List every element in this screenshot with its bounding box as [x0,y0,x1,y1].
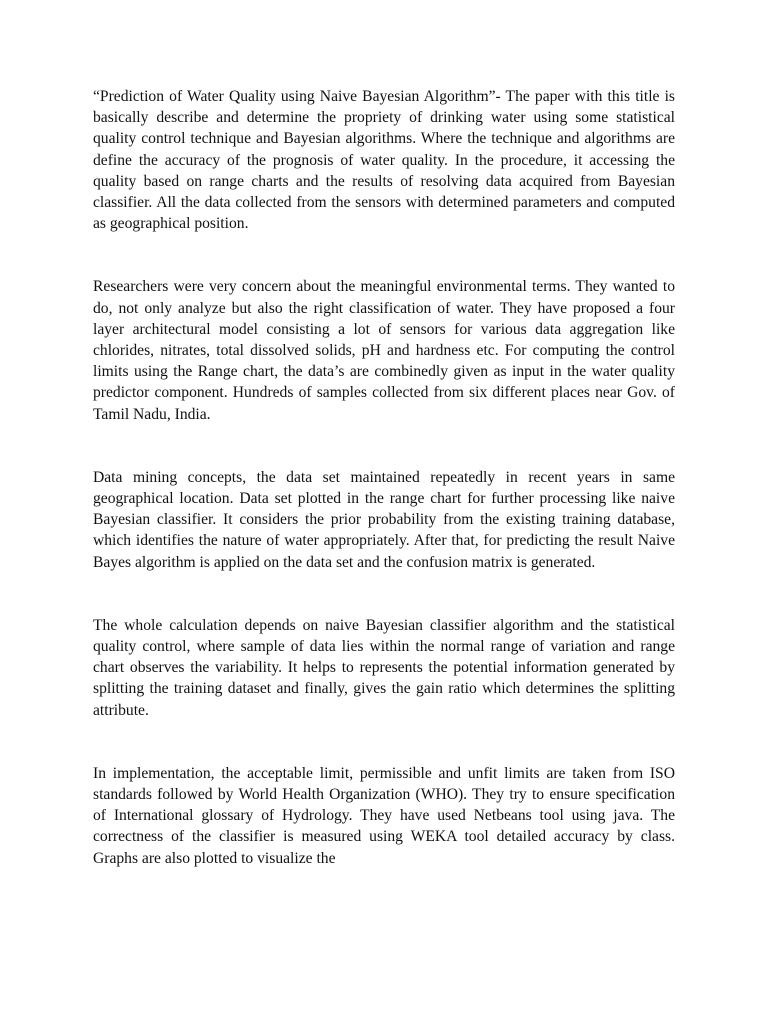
paragraph-4: The whole calculation depends on naive Bayesian classifier algorithm and the statistical quality control, where sample of data lies within the normal range of variation and range chart observes the variability. It helps to represents the potential information generated by splitting the training dataset and finally, gives the gain ratio which determines the splitting attribute. [93,616,675,719]
paragraph-2: Researchers were very concern about the meaningful environmental terms. They wanted to do, not only analyze but also the right classification of water. They have proposed a four layer architectural model consisting a lot of sensors for various data aggregation like chlorides, nitrates, total dissolved solids, pH and hardness etc. For computing the control limits using the Range chart, the data’s are combinedly given as input in the water quality predictor component. Hundreds of samples collected from six different places near Gov. of Tamil Nadu, India. [93,278,675,423]
document-body [93,86,675,869]
paragraph-5: In implementation, the acceptable limit, permissible and unfit limits are taken from ISO standards followed by World Health Organization (WHO). They try to ensure specification of International glossary of Hydrology. They have used Netbeans tool using java. The correctness of the classifier is measured using WEKA tool detailed accuracy by class. Graphs are also plotted to visualize the [93,764,675,867]
paragraph-1: “Prediction of Water Quality using Naive Bayesian Algorithm”- The paper with this title is basically describe and determine the propriety of drinking water using some statistical quality control technique and Bayesian algorithms. Where the technique and algorithms are define the accuracy of the prognosis of water quality. In the procedure, it accessing the quality based on range charts and the results of resolving data acquired from Bayesian classifier. All the data collected from the sensors with determined parameters and computed as geographical position. [93,88,675,233]
paragraph-3: Data mining concepts, the data set maintained repeatedly in recent years in same geographical location. Data set plotted in the range chart for further processing like naive Bayesian classifier. It considers the prior probability from the existing training database, which identifies the nature of water appropriately. After that, for predicting the result Naive Bayes algorithm is applied on the data set and the confusion matrix is generated. [93,468,675,571]
